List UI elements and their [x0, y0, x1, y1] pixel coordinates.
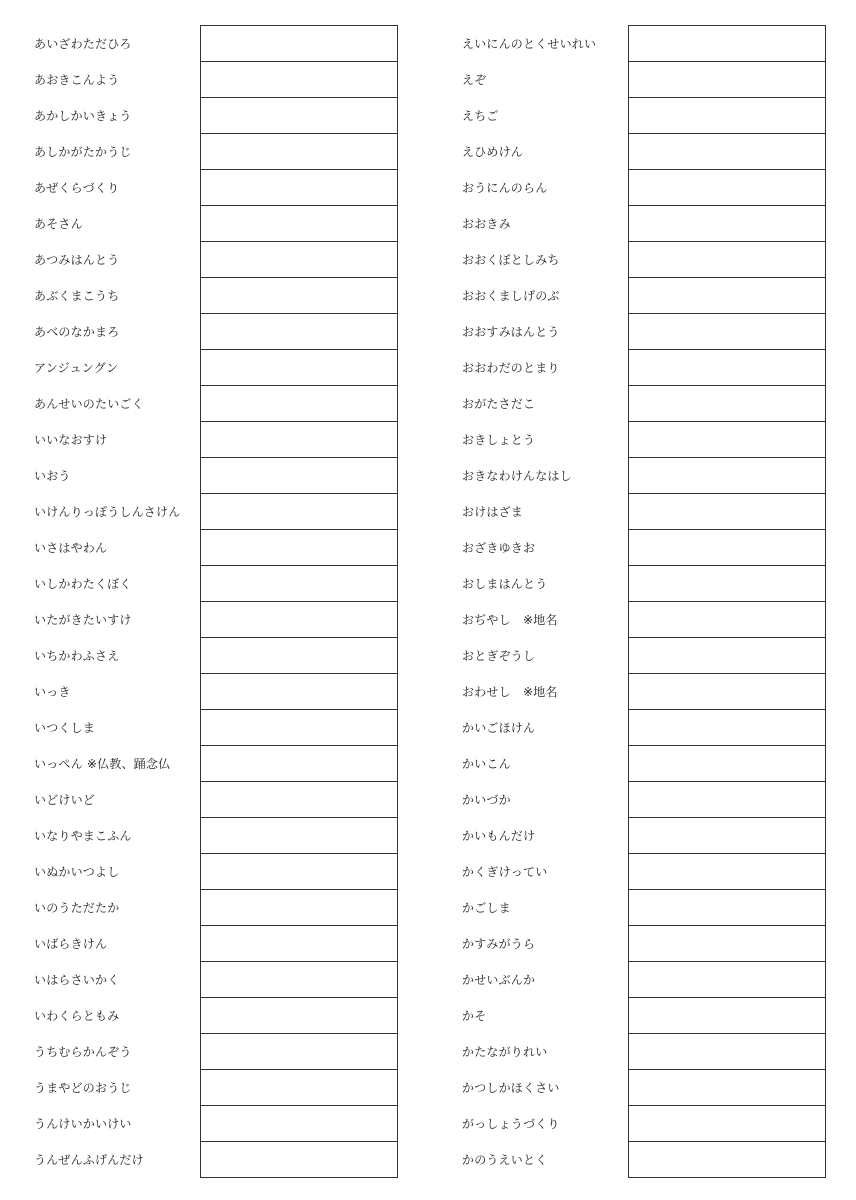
left-answer-box[interactable] — [201, 997, 397, 1033]
left-answer-box[interactable] — [201, 853, 397, 889]
right-answer-box[interactable] — [629, 637, 825, 673]
right-term-label: おおくぼとしみち — [462, 253, 560, 267]
left-answer-boxes — [200, 25, 398, 1178]
right-term-label: かそ — [462, 1009, 487, 1023]
right-term-label: かいづか — [462, 793, 511, 807]
right-term-label: かいもんだけ — [462, 829, 536, 843]
right-term-label: おがたさだこ — [462, 397, 536, 411]
right-answer-box[interactable] — [629, 997, 825, 1033]
left-term-label: あかしかいきょう — [34, 109, 132, 123]
left-answer-box[interactable] — [201, 637, 397, 673]
left-term-label: いつくしま — [34, 721, 96, 735]
right-term-label: えいにんのとくせいれい — [462, 37, 597, 51]
left-answer-box[interactable] — [201, 205, 397, 241]
right-term-label: えぞ — [462, 73, 487, 87]
left-answer-box[interactable] — [201, 97, 397, 133]
left-term-label: あおきこんよう — [34, 73, 120, 87]
left-answer-box[interactable] — [201, 709, 397, 745]
left-answer-box[interactable] — [201, 26, 397, 61]
right-answer-box[interactable] — [629, 169, 825, 205]
left-answer-box[interactable] — [201, 385, 397, 421]
left-term-label: あいざわただひろ — [34, 37, 132, 51]
left-answer-box[interactable] — [201, 817, 397, 853]
left-answer-box[interactable] — [201, 457, 397, 493]
left-answer-box[interactable] — [201, 781, 397, 817]
left-answer-box[interactable] — [201, 493, 397, 529]
right-answer-box[interactable] — [629, 961, 825, 997]
right-answer-box[interactable] — [629, 781, 825, 817]
right-term-label: かいこん — [462, 757, 511, 771]
right-term-label: おうにんのらん — [462, 181, 548, 195]
right-answer-box[interactable] — [629, 97, 825, 133]
left-term-label: うちむらかんぞう — [34, 1045, 132, 1059]
right-term-label: おおきみ — [462, 217, 511, 231]
right-term-label: かつしかほくさい — [462, 1081, 560, 1095]
right-answer-box[interactable] — [629, 565, 825, 601]
right-answer-box[interactable] — [629, 313, 825, 349]
right-term-label: かくぎけってい — [462, 865, 548, 879]
right-answer-box[interactable] — [629, 601, 825, 637]
right-term-label: おざきゆきお — [462, 541, 536, 555]
left-answer-box[interactable] — [201, 961, 397, 997]
left-answer-box[interactable] — [201, 1033, 397, 1069]
left-term-label: いおう — [34, 469, 71, 483]
left-answer-box[interactable] — [201, 925, 397, 961]
left-term-label: いどけいど — [34, 793, 96, 807]
left-term-label: あしかがたかうじ — [34, 145, 132, 159]
right-term-label: えひめけん — [462, 145, 524, 159]
left-answer-box[interactable] — [201, 1069, 397, 1105]
left-answer-box[interactable] — [201, 241, 397, 277]
right-answer-box[interactable] — [629, 457, 825, 493]
left-answer-box[interactable] — [201, 421, 397, 457]
right-term-label: かごしま — [462, 901, 511, 915]
left-answer-box[interactable] — [201, 565, 397, 601]
right-answer-box[interactable] — [629, 529, 825, 565]
right-answer-box[interactable] — [629, 673, 825, 709]
left-term-label: いいなおすけ — [34, 433, 108, 447]
left-answer-box[interactable] — [201, 529, 397, 565]
left-term-label: いしかわたくぼく — [34, 577, 132, 591]
left-term-label: いはらさいかく — [34, 973, 120, 987]
left-answer-box[interactable] — [201, 1105, 397, 1141]
left-answer-box[interactable] — [201, 61, 397, 97]
right-term-label: えちご — [462, 109, 499, 123]
right-answer-boxes — [628, 25, 826, 1178]
left-term-label: あぶくまこうち — [34, 289, 120, 303]
left-answer-box[interactable] — [201, 349, 397, 385]
left-term-label: あつみはんとう — [34, 253, 120, 267]
left-term-label: いぬかいつよし — [34, 865, 120, 879]
right-term-label: がっしょうづくり — [462, 1117, 560, 1131]
right-term-label: かすみがうら — [462, 937, 536, 951]
right-term-list — [462, 25, 622, 1177]
left-term-label: いっき — [34, 685, 71, 699]
right-answer-box[interactable] — [629, 1069, 825, 1105]
right-term-label: おおわだのとまり — [462, 361, 560, 375]
left-answer-box[interactable] — [201, 601, 397, 637]
left-term-label: いなりやまこふん — [34, 829, 132, 843]
right-answer-box[interactable] — [629, 493, 825, 529]
left-term-label: うんけいかいけい — [34, 1117, 132, 1131]
right-term-label: かいごほけん — [462, 721, 536, 735]
right-term-label: かたながりれい — [462, 1045, 548, 1059]
left-term-label: あんせいのたいごく — [34, 397, 144, 411]
left-term-label: いのうただたか — [34, 901, 120, 915]
right-answer-box[interactable] — [629, 1141, 825, 1177]
right-term-label: おおくましげのぶ — [462, 289, 560, 303]
left-term-label: アンジュングン — [34, 361, 119, 375]
right-term-label: おとぎぞうし — [462, 649, 536, 663]
left-answer-box[interactable] — [201, 133, 397, 169]
right-term-label: かせいぶんか — [462, 973, 536, 987]
left-answer-box[interactable] — [201, 745, 397, 781]
left-term-label: いっぺん ※仏教、踊念仏 — [34, 757, 171, 771]
right-answer-box[interactable] — [629, 61, 825, 97]
right-term-label: おきなわけんなはし — [462, 469, 572, 483]
right-answer-box[interactable] — [629, 1033, 825, 1069]
right-answer-box[interactable] — [629, 925, 825, 961]
right-answer-box[interactable] — [629, 853, 825, 889]
right-answer-box[interactable] — [629, 277, 825, 313]
right-term-label: かのうえいとく — [462, 1153, 548, 1167]
right-answer-box[interactable] — [629, 889, 825, 925]
right-answer-box[interactable] — [629, 133, 825, 169]
left-answer-box[interactable] — [201, 889, 397, 925]
left-term-label: あべのなかまろ — [34, 325, 120, 339]
right-answer-box[interactable] — [629, 709, 825, 745]
left-term-label: うんぜんふげんだけ — [34, 1153, 144, 1167]
left-term-label: いたがきたいすけ — [34, 613, 132, 627]
left-term-label: いちかわふさえ — [34, 649, 120, 663]
right-answer-box[interactable] — [629, 385, 825, 421]
left-term-list — [34, 25, 194, 1177]
right-answer-box[interactable] — [629, 26, 825, 61]
left-term-label: いけんりっぽうしんさけん — [34, 505, 181, 519]
left-term-label: あぜくらづくり — [34, 181, 120, 195]
right-answer-box[interactable] — [629, 745, 825, 781]
right-term-label: おおすみはんとう — [462, 325, 560, 339]
left-answer-box[interactable] — [201, 673, 397, 709]
left-term-label: いわくらともみ — [34, 1009, 120, 1023]
left-answer-box[interactable] — [201, 169, 397, 205]
left-term-label: あそさん — [34, 217, 83, 231]
right-answer-box[interactable] — [629, 349, 825, 385]
left-term-label: いさはやわん — [34, 541, 108, 555]
left-answer-box[interactable] — [201, 1141, 397, 1177]
right-answer-box[interactable] — [629, 1105, 825, 1141]
left-term-label: うまやどのおうじ — [34, 1081, 132, 1095]
right-term-label: おぢやし ※地名 — [462, 613, 558, 627]
right-answer-box[interactable] — [629, 421, 825, 457]
right-answer-box[interactable] — [629, 205, 825, 241]
right-term-label: おけはざま — [462, 505, 524, 519]
left-answer-box[interactable] — [201, 277, 397, 313]
right-answer-box[interactable] — [629, 241, 825, 277]
left-answer-box[interactable] — [201, 313, 397, 349]
right-term-label: おきしょとう — [462, 433, 536, 447]
left-term-label: いばらきけん — [34, 937, 108, 951]
right-term-label: おわせし ※地名 — [462, 685, 558, 699]
right-term-label: おしまはんとう — [462, 577, 548, 591]
right-answer-box[interactable] — [629, 817, 825, 853]
